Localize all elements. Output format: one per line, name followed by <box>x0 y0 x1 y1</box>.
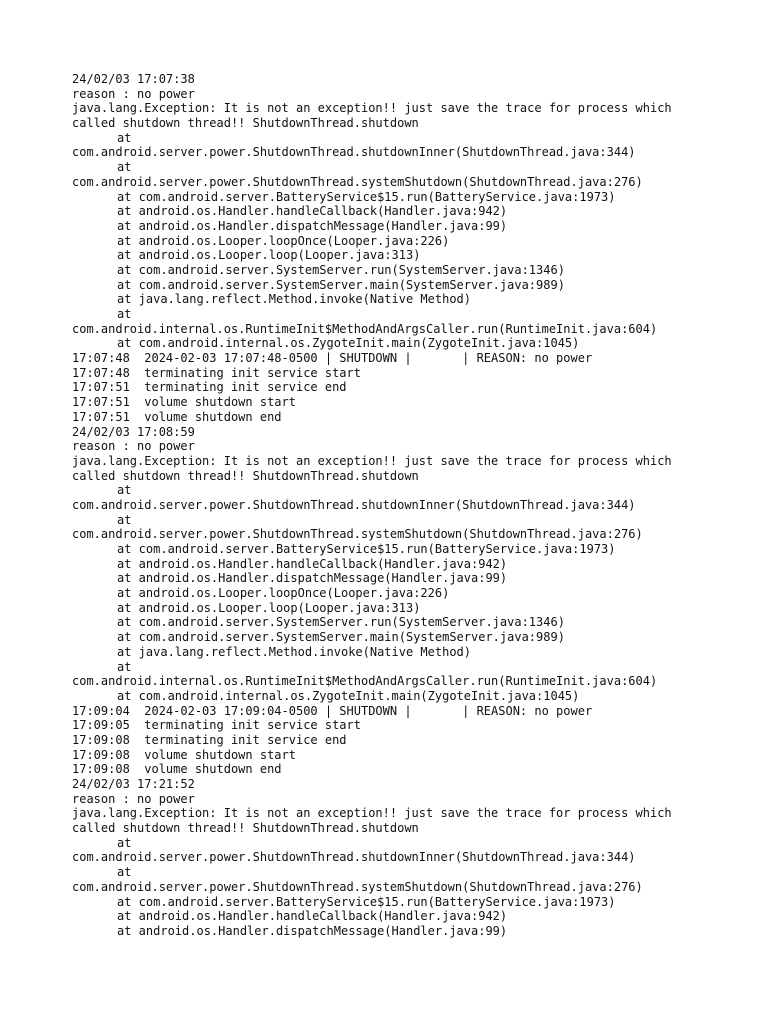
log-line: at java.lang.reflect.Method.invoke(Native Method) <box>117 644 472 659</box>
log-line: 24/02/03 17:07:38 <box>72 72 195 86</box>
log-line: at android.os.Looper.loop(Looper.java:313) <box>117 600 421 615</box>
log-line: 17:07:51 volume shutdown start <box>72 395 296 410</box>
log-line: 17:09:08 terminating init service end <box>72 732 347 747</box>
log-line: at <box>117 659 132 674</box>
log-line: at java.lang.reflect.Method.invoke(Native Method) <box>117 292 472 307</box>
log-line: at com.android.internal.os.ZygoteInit.main(ZygoteInit.java:1045) <box>117 688 580 703</box>
log-line: 17:07:48 2024-02-03 17:07:48-0500 | SHUTDOWN | | REASON: no power <box>72 351 593 366</box>
log-line: at com.android.server.SystemServer.run(SystemServer.java:1346) <box>117 262 565 277</box>
log-line: at com.android.server.SystemServer.main(SystemServer.java:989) <box>117 630 565 645</box>
log-line: 24/02/03 17:21:52 <box>72 777 195 791</box>
log-line: at android.os.Handler.handleCallback(Handler.java:942) <box>117 909 508 924</box>
log-line: 17:09:04 2024-02-03 17:09:04-0500 | SHUTDOWN | | REASON: no power <box>72 703 593 718</box>
log-line: at <box>117 160 132 175</box>
log-line: com.android.internal.os.RuntimeInit$MethodAndArgsCaller.run(RuntimeInit.java:604) <box>72 321 658 336</box>
log-line: called shutdown thread!! ShutdownThread.shutdown <box>72 116 419 131</box>
log-line: com.android.server.power.ShutdownThread.systemShutdown(ShutdownThread.java:276) <box>72 527 643 542</box>
log-line: at com.android.server.BatteryService$15.run(BatteryService.java:1973) <box>117 542 616 556</box>
log-line: at com.android.server.BatteryService$15.run(BatteryService.java:1973) <box>117 189 616 204</box>
log-line: at com.android.server.BatteryService$15.run(BatteryService.java:1973) <box>117 894 616 909</box>
log-line: com.android.server.power.ShutdownThread.shutdownInner(ShutdownThread.java:344) <box>72 497 636 512</box>
log-line: at com.android.server.SystemServer.main(SystemServer.java:989) <box>117 277 565 292</box>
log-line: at android.os.Looper.loop(Looper.java:313) <box>117 248 421 263</box>
log-line: com.android.internal.os.RuntimeInit$MethodAndArgsCaller.run(RuntimeInit.java:604) <box>72 674 658 689</box>
log-lines <box>72 72 752 939</box>
log-line: java.lang.Exception: It is not an exception!! just save the trace for process which <box>72 453 672 468</box>
log-line: reason : no power <box>72 86 195 101</box>
log-line: 17:09:05 terminating init service start <box>72 718 361 733</box>
log-line: at android.os.Handler.handleCallback(Handler.java:942) <box>117 204 508 219</box>
log-line: at <box>117 483 132 498</box>
log-line: java.lang.Exception: It is not an exception!! just save the trace for process which <box>72 806 672 821</box>
log-line: at android.os.Looper.loopOnce(Looper.java:226) <box>117 233 450 248</box>
log-line: at <box>117 307 132 321</box>
log-line: at <box>117 865 132 880</box>
log-line: at <box>117 130 132 145</box>
log-line: reason : no power <box>72 439 195 454</box>
log-line: com.android.server.power.ShutdownThread.systemShutdown(ShutdownThread.java:276) <box>72 174 643 189</box>
log-line: at <box>117 835 132 850</box>
log-line: 17:07:48 terminating init service start <box>72 365 361 380</box>
log-line: java.lang.Exception: It is not an exception!! just save the trace for process which <box>72 101 672 116</box>
log-line: at android.os.Handler.dispatchMessage(Handler.java:99) <box>117 218 508 233</box>
log-line: reason : no power <box>72 791 195 806</box>
log-line: 24/02/03 17:08:59 <box>72 424 195 439</box>
log-line: called shutdown thread!! ShutdownThread.shutdown <box>72 821 419 836</box>
log-line: at android.os.Handler.dispatchMessage(Handler.java:99) <box>117 571 508 586</box>
log-line: 17:09:08 volume shutdown end <box>72 762 282 777</box>
log-line: at com.android.internal.os.ZygoteInit.main(ZygoteInit.java:1045) <box>117 336 580 351</box>
log-line: 17:07:51 volume shutdown end <box>72 409 282 424</box>
log-line: called shutdown thread!! ShutdownThread.shutdown <box>72 468 419 483</box>
log-line: at <box>117 512 132 527</box>
log-line: at android.os.Handler.dispatchMessage(Handler.java:99) <box>117 923 508 938</box>
log-line: at android.os.Handler.handleCallback(Handler.java:942) <box>117 556 508 571</box>
log-line: com.android.server.power.ShutdownThread.systemShutdown(ShutdownThread.java:276) <box>72 879 643 894</box>
log-line: 17:09:08 volume shutdown start <box>72 747 296 762</box>
log-line: com.android.server.power.ShutdownThread.shutdownInner(ShutdownThread.java:344) <box>72 850 636 865</box>
log-line: at android.os.Looper.loopOnce(Looper.java:226) <box>117 586 450 601</box>
log-line: com.android.server.power.ShutdownThread.shutdownInner(ShutdownThread.java:344) <box>72 145 636 160</box>
log-document <box>72 72 752 939</box>
log-line: 17:07:51 terminating init service end <box>72 380 347 395</box>
log-line: at com.android.server.SystemServer.run(SystemServer.java:1346) <box>117 615 565 630</box>
